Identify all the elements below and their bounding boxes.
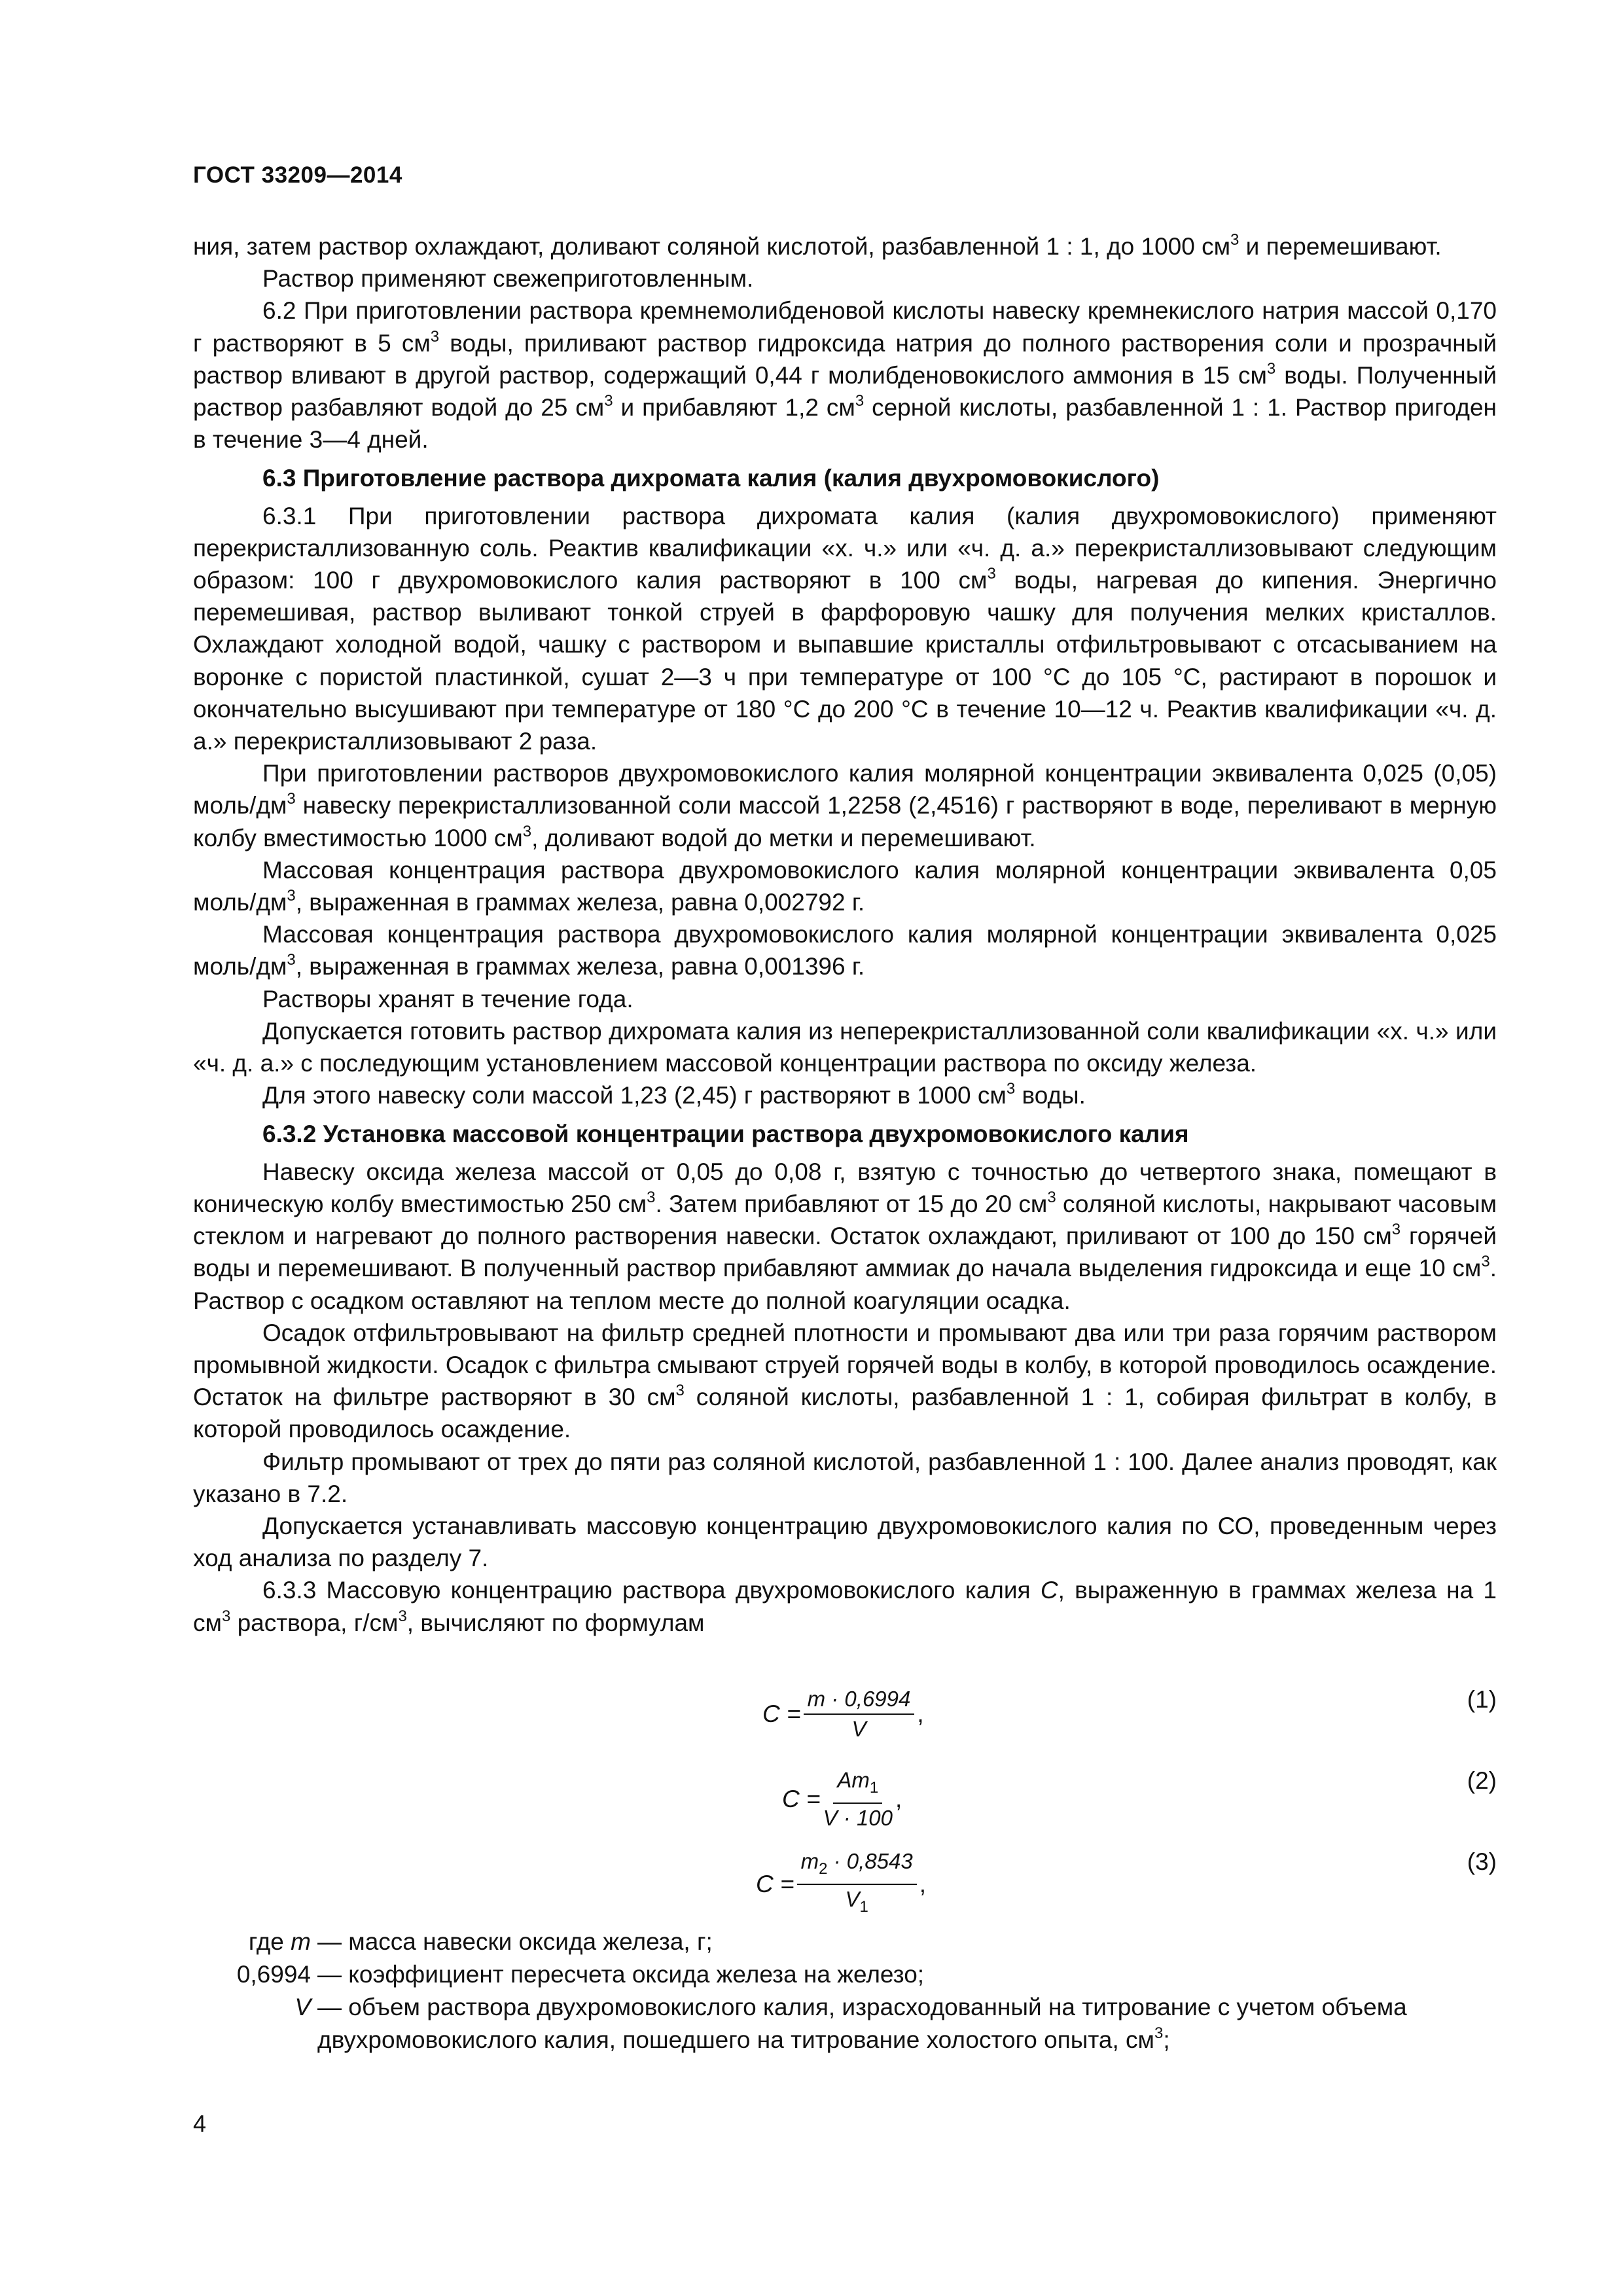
denominator: V · 100 (823, 1806, 893, 1830)
fraction (804, 1686, 915, 1742)
paragraph: Фильтр промывают от трех до пяти раз соляной кислотой, разбавленной 1 : 100. Далее анализ проводят, как указано в 7.2. (193, 1448, 1497, 1507)
paragraph: Осадок отфильтровывают на фильтр средней плотности и промывают два или три раза горячим раствором промывной жидкости. Осадок с фильтра смывают струей горячей воды в колбу, в которой проводилось осаждение. Остаток на фильтре растворяют в 30 $см^3$ соляной кислоты, разбавленной 1 : 1, собирая фильтрат в колбу, в которой проводилось осаждение. (193, 1319, 1497, 1443)
fraction (797, 1848, 917, 1920)
paragraph-6-2: 6.2 При приготовлении раствора кремнемолибденовой кислоты навеску кремнекислого натрия массой 0,170 г растворяют в 5 $см^3$ воды, приливают раствор гидроксида натрия до полного растворения соли и прозрачный раствор вливают в другой раствор, содержащий 0,44 г молибденовокислого аммония в 15 $см^3$ воды. Полученный раствор разбавляют водой до 25 $см^3$ и прибавляют 1,2 $см^3$ серной кислоты, разбавленной 1 : 1. Раствор пригоден в течение 3—4 дней. (193, 297, 1497, 454)
document-code: ГОСТ 33209—2014 (193, 162, 402, 188)
paragraph: ния, затем раствор охлаждают, доливают соляной кислотой, разбавленной 1 : 1, до 1000 $см^3$ и перемешивают. (193, 231, 1442, 260)
denominator: $V_1$ (845, 1887, 868, 1916)
equation-number: (3) (1467, 1848, 1497, 1875)
definition-text: — объем раствора двухромовокислого калия, израсходованный на титрование с учетом объема двухромовокислого калия, пошедшего на титрование холостого опыта, $см^3$; (317, 1994, 1407, 2053)
paragraph: Массовая концентрация раствора двухромовокислого калия молярной концентрации эквивалента 0,05 моль/$дм^3$, выраженная в граммах железа, равна 0,002792 г. (193, 856, 1497, 916)
definition-term: 0,6994 (236, 1961, 311, 1988)
paragraph-6-3-1: 6.3.1 При приготовлении раствора дихромата калия (калия двухромовокислого) применяют перекристаллизованную соль. Реактив квалификации «х. ч.» или «ч. д. а.» перекристаллизовывают следующим образом: 100 г двухромовокислого калия растворяют в 100 $см^3$ воды, нагревая до кипения. Энергично перемешивая, раствор выливают тонкой струей в фарфоровую чашку для получения мелких кристаллов. Охлаждают холодной водой, чашку с раствором и выпавшие кристаллы отфильтровывают с отсасыванием на воронке с пористой пластинкой, сушат 2—3 ч при температуре от 100 °С до 105 °С, растирают в порошок и окончательно высушивают при температуре от 180 °С до 200 °С в течение 10—12 ч. Реактив квалификации «ч. д. а.» перекристаллизовывают 2 раза. (193, 502, 1497, 755)
equation-number: (1) (1467, 1686, 1497, 1713)
paragraph: Допускается готовить раствор дихромата калия из неперекристаллизованной соли квалификации «х. ч.» или «ч. д. а.» с последующим установлением массовой концентрации раствора по оксиду железа. (193, 1017, 1497, 1077)
paragraph: При приготовлении растворов двухромовокислого калия молярной концентрации эквивалента 0,025 (0,05) моль/$дм^3$ навеску перекристаллизованной соли массой 1,2258 (2,4516) г растворяют в воде, переливают в мерную колбу вместимостью 1000 $см^3$, доливают водой до метки и перемешивают. (193, 760, 1497, 852)
section-heading-6-3: 6.3 Приготовление раствора дихромата калия (калия двухромовокислого) (262, 465, 1160, 492)
definition-text: — масса навески оксида железа, г; (317, 1928, 713, 1955)
denominator: V (851, 1717, 866, 1741)
formulas (193, 1686, 1497, 1929)
document-body (193, 230, 1497, 1639)
formula-lhs: C = (756, 1871, 794, 1897)
paragraph-6-3-3: 6.3.3 Массовую концентрацию раствора двухромовокислого калия С, выраженную в граммах железа на 1 $см^3$ раствора, $г/см^3$, вычисляют по формулам (193, 1577, 1497, 1636)
paragraph: Для этого навеску соли массой 1,23 (2,45) г растворяют в 1000 $см^3$ воды. (262, 1080, 1086, 1109)
definition-term: где m (248, 1928, 311, 1955)
numerator: $m_2 \cdot 0,8543$ (797, 1848, 917, 1885)
fraction (823, 1767, 893, 1831)
formula-1: C = $\frac{m \cdot 0,6994}{V}$ , (1) (762, 1686, 1497, 1741)
formula-lhs: C = (782, 1785, 821, 1812)
definition-row (193, 1991, 1497, 2056)
definition-row (193, 1958, 1497, 1991)
definition-term: V (294, 1994, 311, 2020)
variable-definitions (193, 1926, 1497, 2056)
numerator: m · 0,6994 (804, 1686, 915, 1715)
paragraph: Навеску оксида железа массой от 0,05 до 0,08 г, взятую с точностью до четвертого знака, помещают в коническую колбу вместимостью 250 $см^3$. Затем прибавляют от 15 до 20 $см^3$ соляной кислоты, накрывают часовым стеклом и нагревают до полного растворения навески. Остаток охлаждают, приливают от 100 до 150 $см^3$ горячей воды и перемешивают. В полученный раствор прибавляют аммиак до начала выделения гидроксида и еще 10 $см^3$. Раствор с осадком оставляют на теплом месте до полной коагуляции осадка. (193, 1158, 1497, 1314)
definition-row (193, 1926, 1497, 1958)
formula-2: C = $\frac{Am_1}{V \cdot 100}$ , (2) (782, 1767, 1497, 1830)
paragraph: Растворы хранят в течение года. (262, 985, 633, 1013)
paragraph: Массовая концентрация раствора двухромовокислого калия молярной концентрации эквивалента 0,025 моль/$дм^3$, выраженная в граммах железа, равна 0,001396 г. (193, 921, 1497, 980)
definition-text: — коэффициент пересчета оксида железа на железо; (317, 1961, 925, 1988)
formula-3: C = $\frac{m_2 \cdot 0,8543}{V_1}$ , (3) (193, 1848, 1497, 1929)
formula-lhs: C = (762, 1700, 801, 1727)
numerator: $Am_1$ (833, 1767, 882, 1804)
page-number: 4 (193, 2110, 207, 2137)
paragraph: Раствор применяют свежеприготовленным. (262, 265, 754, 293)
equation-number: (2) (1467, 1767, 1497, 1794)
paragraph: Допускается устанавливать массовую концентрацию двухромовокислого калия по СО, проведенным через ход анализа по разделу 7. (193, 1512, 1497, 1572)
section-heading-6-3-2: 6.3.2 Установка массовой концентрации раствора двухромовокислого калия (262, 1121, 1189, 1148)
